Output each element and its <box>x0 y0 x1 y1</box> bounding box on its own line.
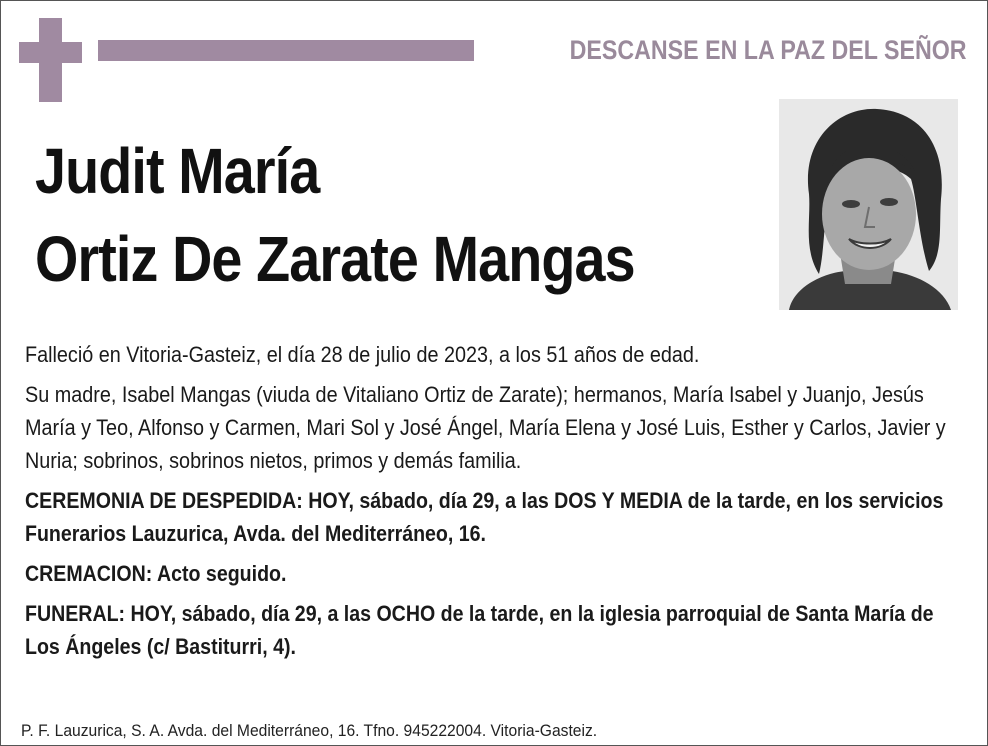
funeral-home-footer: P. F. Lauzurica, S. A. Avda. del Mediterráneo, 16. Tfno. 945222004. Vitoria-Gasteiz. <box>21 721 598 740</box>
death-notice-text: Falleció en Vitoria-Gasteiz, el día 28 de julio de 2023, a los 51 años de edad. <box>25 342 700 367</box>
deceased-name-line1: Judit María <box>35 135 320 207</box>
deceased-photo <box>779 99 958 310</box>
deceased-name-line2: Ortiz De Zarate Mangas <box>35 223 635 295</box>
notice-body <box>25 338 975 670</box>
ceremony-text: CEREMONIA DE DESPEDIDA: HOY, sábado, día 29, a las DOS Y MEDIA de la tarde, en los servicios Funerarios Lauzurica, Avda. del Mediterráneo, 16. <box>25 488 944 546</box>
funeral-text: FUNERAL: HOY, sábado, día 29, a las OCHO de la tarde, en la iglesia parroquial de Santa María de Los Ángeles (c/ Bastiturri, 4). <box>25 601 934 659</box>
family-text: Su madre, Isabel Mangas (viuda de Vitaliano Ortiz de Zarate); hermanos, María Isabel y Juanjo, Jesús María y Teo, Alfonso y Carmen, Mari Sol y José Ángel, María Elena y José Luis, Esther y Carlos, Javier y Nuria; sobrinos, sobrinos nietos, primos y demás familia. <box>25 382 946 473</box>
cremation-text: CREMACION: Acto seguido. <box>25 561 287 586</box>
header-motto: DESCANSE EN LA PAZ DEL SEÑOR <box>570 35 967 65</box>
cross-icon-bar <box>19 42 82 63</box>
header-rule <box>98 40 474 61</box>
